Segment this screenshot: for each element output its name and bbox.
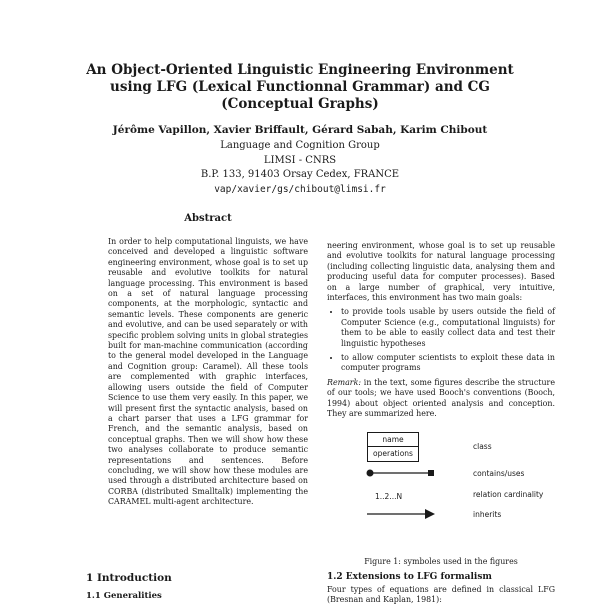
remark-label: Remark:	[327, 377, 362, 387]
paper-title: An Object-Oriented Linguistic Engineering Environment using LFG (Lexical Functionnal Grammar) and CG (Conceptual Graphs)	[86, 62, 514, 112]
class-symbol-operations: operations	[368, 446, 418, 460]
inherits-arrowhead	[425, 509, 435, 519]
affiliation-group: Language and Cognition Group	[220, 140, 380, 151]
inherits-symbol	[365, 508, 437, 520]
section-introduction-heading: 1 Introduction	[86, 572, 172, 584]
goal-item: • to provide tools usable by users outside the field of Computer Science (e.g., computational linguists) for them to be able to easily collect data and test their linguistic hypotheses	[341, 307, 555, 349]
label-cardinality: relation cardinality	[473, 490, 544, 499]
booch-legend-figure	[355, 430, 555, 542]
abstract-column	[108, 237, 308, 512]
contains-end	[428, 470, 434, 476]
affiliation-address: B.P. 133, 91403 Orsay Cedex, FRANCE	[200, 169, 400, 180]
section-lfg-extensions-heading: 1.2 Extensions to LFG formalism	[327, 572, 492, 582]
cardinality-symbol: 1..2...N	[375, 492, 403, 501]
label-contains: contains/uses	[473, 469, 525, 478]
section-generalities-heading: 1.1 Generalities	[86, 591, 162, 601]
remark-text: in the text, some figures describe the structure of our tools; we have used Booch's conventions (Booch, 1994) about object oriented analysis and conception. They are summarized here.	[327, 377, 555, 419]
contains-symbol	[365, 468, 437, 478]
goal-item: • to allow computer scientists to exploit these data in computer programs	[341, 353, 555, 374]
class-symbol-name: name	[382, 435, 404, 444]
label-class: class	[473, 442, 492, 451]
right-column	[327, 241, 555, 424]
affiliation-block	[150, 139, 450, 197]
paper-authors: Jérôme Vapillon, Xavier Briffault, Gérard Sabah, Karim Chibout	[112, 124, 488, 136]
figure-caption: Figure 1: symboles used in the figures	[364, 557, 518, 566]
affiliation-email: vap/xavier/gs/chibout@limsi.fr	[214, 183, 386, 195]
section-lfg-extensions-text: Four types of equations are defined in classical LFG (Bresnan and Kaplan, 1981):	[327, 585, 555, 605]
class-symbol	[367, 432, 419, 462]
label-inherits: inherits	[473, 510, 502, 519]
goals-list	[327, 307, 555, 373]
abstract-text: In order to help computational linguists, we have conceived and developed a linguistic software engineering environment, whose goal is to set up reusable and evolutive toolkits for natural language processing. This environment is based on a set of natural language processing components, at the morphologic, syntactic and semantic levels. These components are generic and evolutive, and can be used separately or with specific problem solving units in global strategies built for man-machine communication (according to the general model developed in the Language and Cognition group: Caramel). All these tools are complemented with graphic interfaces, allowing users outside the field of Computer Science to use them very easily. In this paper, we will present first the syntactic analysis, based on a chart parser that uses a LFG grammar for French, and the semantic analysis, based on conceptual graphs. Then we will show how these two analyses collaborate to produce semantic representations and sentences. Before concluding, we will show how these modules are used through a distributed architecture based on CORBA (distributed Smalltalk) implementing the CARAMEL multi-agent architecture.	[108, 237, 308, 507]
affiliation-lab: LIMSI - CNRS	[263, 154, 337, 166]
intro-continuation: neering environment, whose goal is to set up reusable and evolutive toolkits for natural language processing (including collecting linguistic data, analysing them and producing useful data for computer processes). Based on a large number of graphical, very intuitive, interfaces, this environment has two main goals:	[327, 241, 555, 303]
abstract-heading: Abstract	[184, 213, 232, 224]
remark-paragraph	[327, 378, 555, 420]
